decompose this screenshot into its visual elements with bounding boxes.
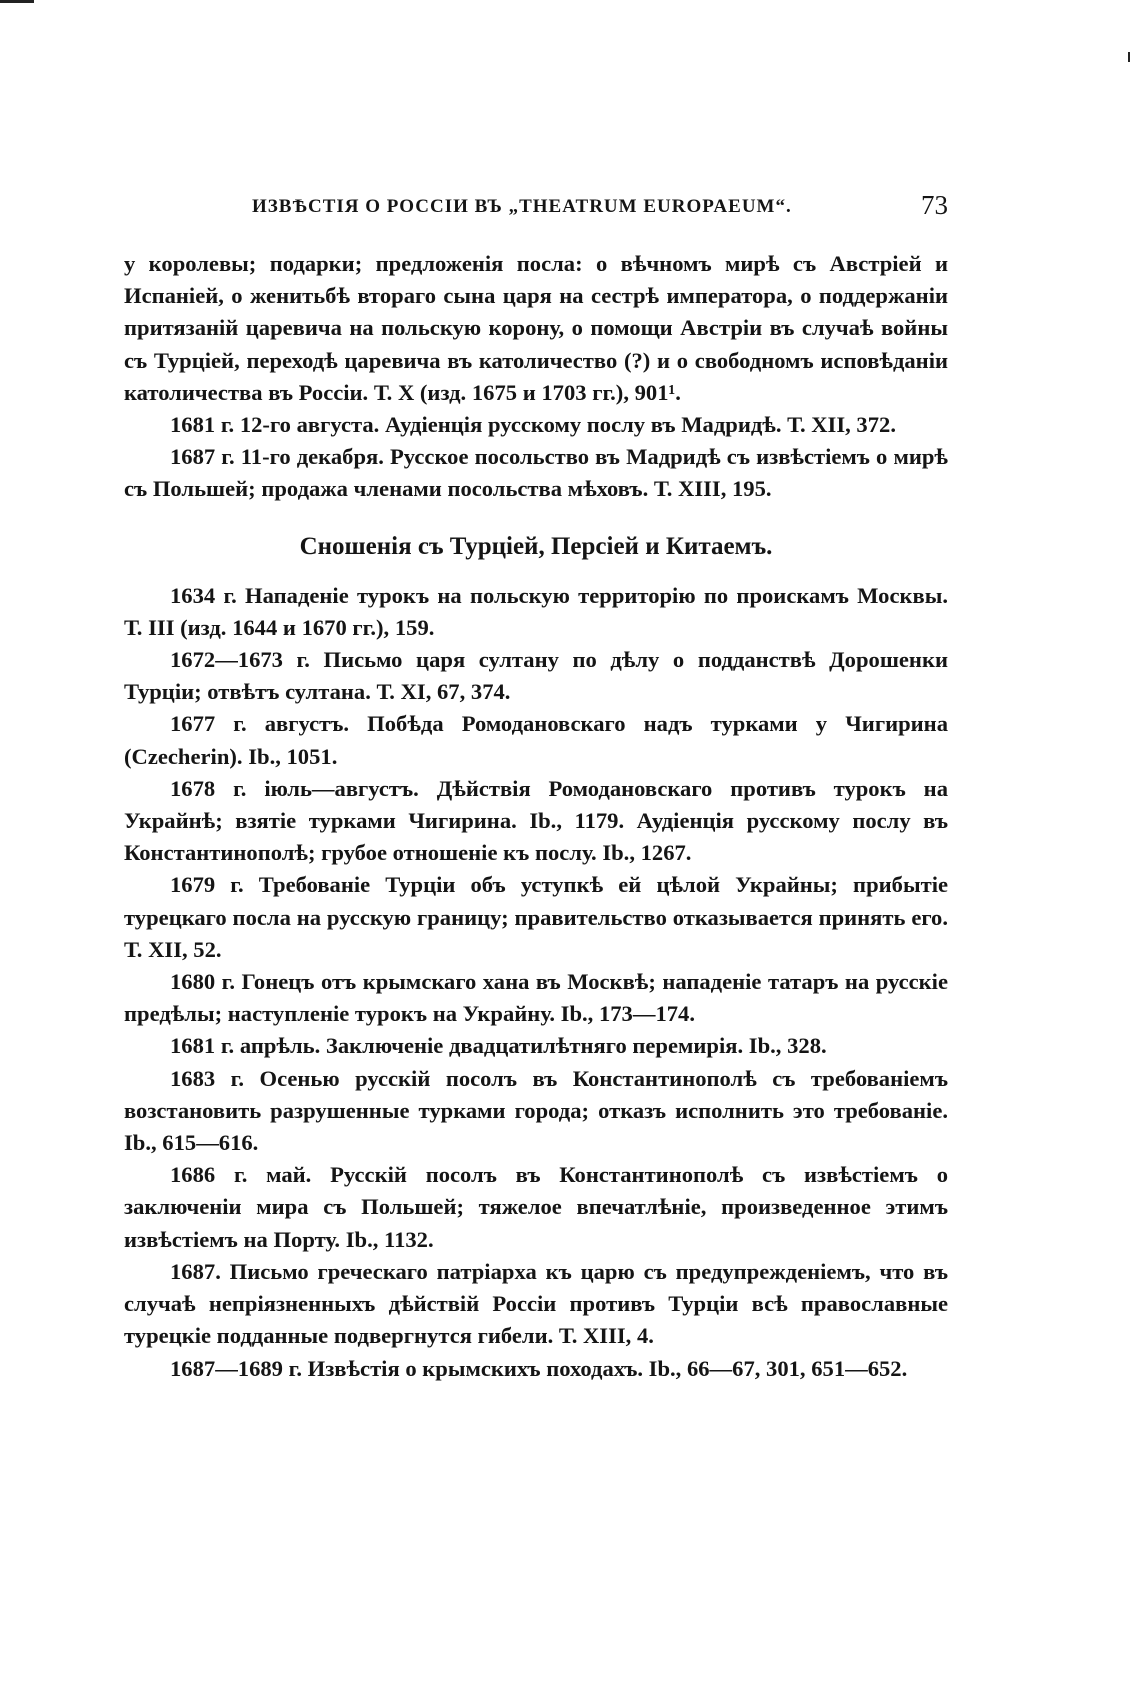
scan-edge-mark-top-left xyxy=(0,0,34,3)
book-page xyxy=(124,190,948,1385)
paragraph: 1687 г. 11-го декабря. Русское посольство въ Мадридѣ съ извѣстіемъ о мирѣ съ Польшей; продажа членами посольства мѣховъ. Т. XIII, 195. xyxy=(124,444,948,502)
running-title: ИЗВѢСТІЯ О РОССІИ ВЪ „THEATRUM EUROPAEUM“. xyxy=(252,196,792,217)
paragraph: 1687. Письмо греческаго патріарха къ царю съ предупрежденіемъ, что въ случаѣ непріязненныхъ дѣйствій Россіи противъ Турціи всѣ православные турецкіе подданные подвергнутся гибели. Т. XIII, 4. xyxy=(124,1258,948,1349)
paragraph: 1686 г. май. Русскій посолъ въ Константинополѣ съ извѣстіемъ о заключеніи мира съ Польшей; тяжелое впечатлѣніе, произведенное этимъ извѣстіемъ на Порту. Ib., 1132. xyxy=(124,1162,948,1252)
paragraph: 1680 г. Гонецъ отъ крымскаго хана въ Москвѣ; нападеніе татаръ на русскіе предѣлы; наступленіе турокъ на Украйну. Ib., 173—174. xyxy=(124,969,948,1027)
paragraph: 1672—1673 г. Письмо царя султану по дѣлу о подданствѣ Дорошенки Турціи; отвѣтъ султана. Т. XI, 67, 374. xyxy=(124,647,948,705)
paragraph: 1634 г. Нападеніе турокъ на польскую территорію по проискамъ Москвы. Т. III (изд. 1644 и 1670 гг.), 159. xyxy=(124,582,948,640)
scan-edge-mark-right xyxy=(1128,52,1130,62)
paragraph: 1678 г. іюль—августъ. Дѣйствія Ромодановскаго противъ турокъ на Украйнѣ; взятіе турками Чигирина. Ib., 1179. Аудіенція русскому послу въ Константинополѣ; грубое отношеніе къ послу. Ib., 1267. xyxy=(124,775,948,866)
paragraph: 1683 г. Осенью русскій посолъ въ Константинополѣ съ требованіемъ возстановить разрушенные турками города; отказъ исполнить это требованіе. Ib., 615—616. xyxy=(124,1065,948,1156)
paragraph: 1679 г. Требованіе Турціи объ уступкѣ ей цѣлой Украйны; прибытіе турецкаго посла на русскую границу; правительство отказывается принять его. Т. XII, 52. xyxy=(124,872,948,962)
paragraph: 1687—1689 г. Извѣстія о крымскихъ походахъ. Ib., 66—67, 301, 651—652. xyxy=(170,1355,908,1381)
paragraph: у королевы; подарки; предложенія посла: о вѣчномъ мирѣ съ Австріей и Испаніей, о женитьбѣ втораго сына царя на сестрѣ императора, о поддержаніи притязаній царевича на польскую корону, о помощи Австріи въ случаѣ войны съ Турціей, переходѣ царевича въ католичество (?) и о свободномъ исповѣданіи католичества въ Россіи. Т. X (изд. 1675 и 1703 гг.), 901¹. xyxy=(124,251,948,405)
paragraph: 1681 г. 12-го августа. Аудіенція русскому послу въ Мадридѣ. Т. XII, 372. xyxy=(170,412,896,438)
paragraph: 1677 г. августъ. Побѣда Ромодановскаго надъ турками у Чигирина (Czecherin). Ib., 1051. xyxy=(124,711,948,769)
text-block-bottom xyxy=(124,580,948,1385)
section-heading: Сношенія съ Турціей, Персіей и Китаемъ. xyxy=(299,532,773,560)
paragraph: 1681 г. апрѣль. Заключеніе двадцатилѣтняго перемирія. Ib., 328. xyxy=(170,1033,827,1059)
text-block-top xyxy=(124,248,948,506)
page-number: 73 xyxy=(921,190,948,220)
running-header xyxy=(124,190,948,230)
